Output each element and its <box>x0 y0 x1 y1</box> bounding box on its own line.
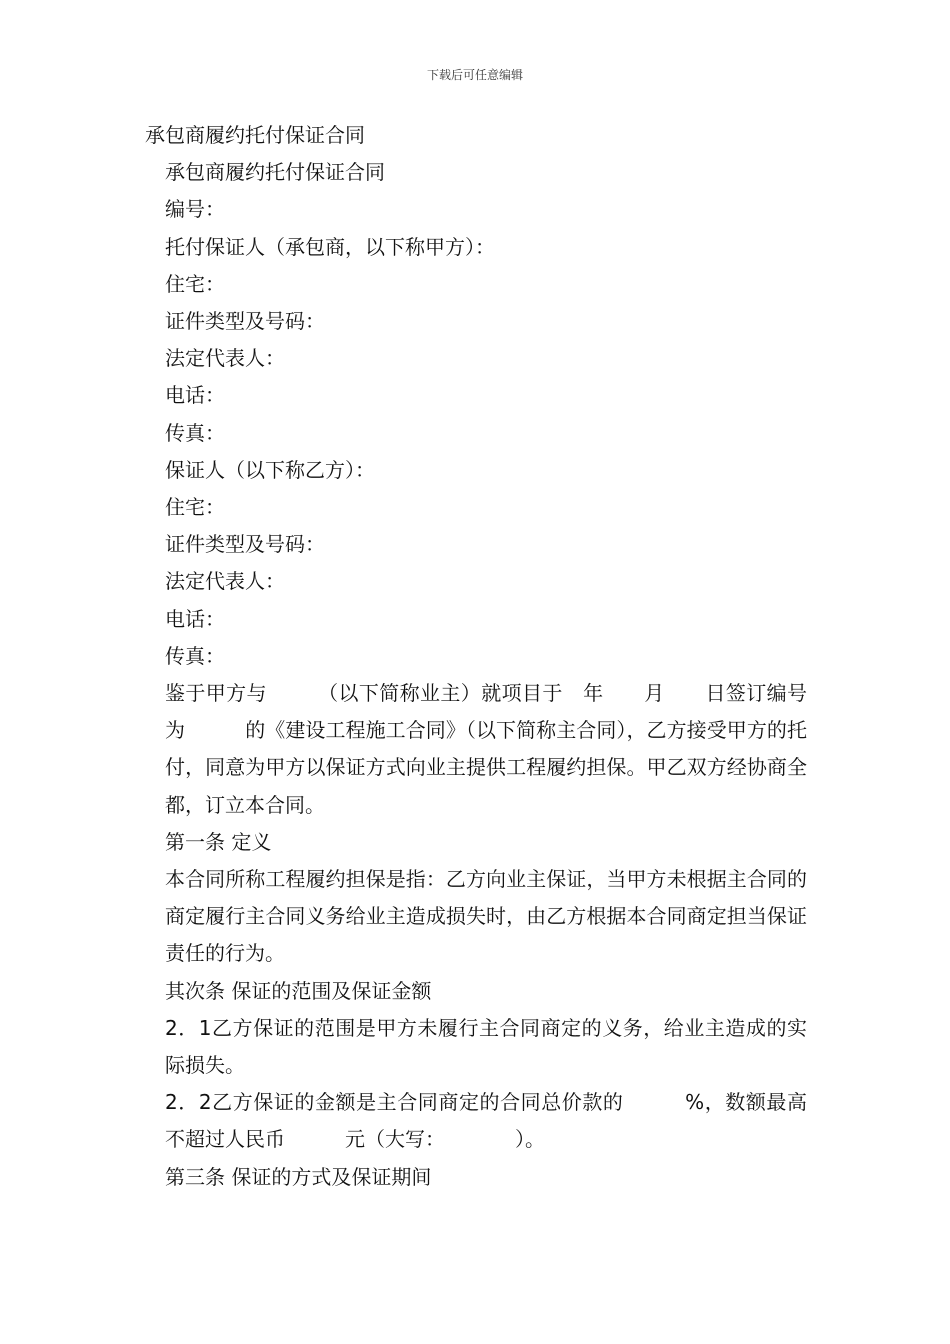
paragraph: 传真： <box>165 420 225 445</box>
paragraph: 住宅： <box>165 271 225 296</box>
paragraph: 托付保证人（承包商，以下称甲方）： <box>165 234 495 259</box>
paragraph: 承包商履约托付保证合同 <box>165 160 385 185</box>
paragraph: 电话： <box>165 606 225 631</box>
document-body <box>145 117 807 1196</box>
paragraph: 传真： <box>165 643 225 668</box>
paragraph: 鉴于甲方与 （以下简称业主）就项目于 年 月 日签订编号为 的《建设工程施工合同》（以下简称主合同），乙方接受甲方的托付，同意为甲方以保证方式向业主提供工程履约担保。甲乙双方经协商全都，订立本合同。 <box>165 681 807 817</box>
paragraph: 保证人（以下称乙方）： <box>165 457 375 482</box>
paragraph: 法定代表人： <box>165 569 285 594</box>
paragraph: 证件类型及号码： <box>165 309 325 334</box>
paragraph: 第三条 保证的方式及保证期间 <box>165 1164 432 1189</box>
paragraph: 电话： <box>165 383 225 408</box>
paragraph: 承包商履约托付保证合同 <box>145 123 365 147</box>
paragraph: 证件类型及号码： <box>165 532 325 557</box>
page-header: 下载后可任意编辑 <box>426 68 523 82</box>
paragraph: 2．2乙方保证的金额是主合同商定的合同总价款的 %，数额最高不超过人民币 元（大写： ）。 <box>165 1090 807 1152</box>
paragraph: 本合同所称工程履约担保是指：乙方向业主保证，当甲方未根据主合同的商定履行主合同义务给业主造成损失时，由乙方根据本合同商定担当保证责任的行为。 <box>165 867 807 966</box>
paragraph: 住宅： <box>165 495 225 520</box>
paragraph: 第一条 定义 <box>165 829 272 854</box>
paragraph: 法定代表人： <box>165 346 285 371</box>
paragraph: 其次条 保证的范围及保证金额 <box>165 978 432 1003</box>
paragraph: 编号： <box>165 197 225 222</box>
paragraph: 2．1乙方保证的范围是甲方未履行主合同商定的义务，给业主造成的实际损失。 <box>165 1015 807 1078</box>
